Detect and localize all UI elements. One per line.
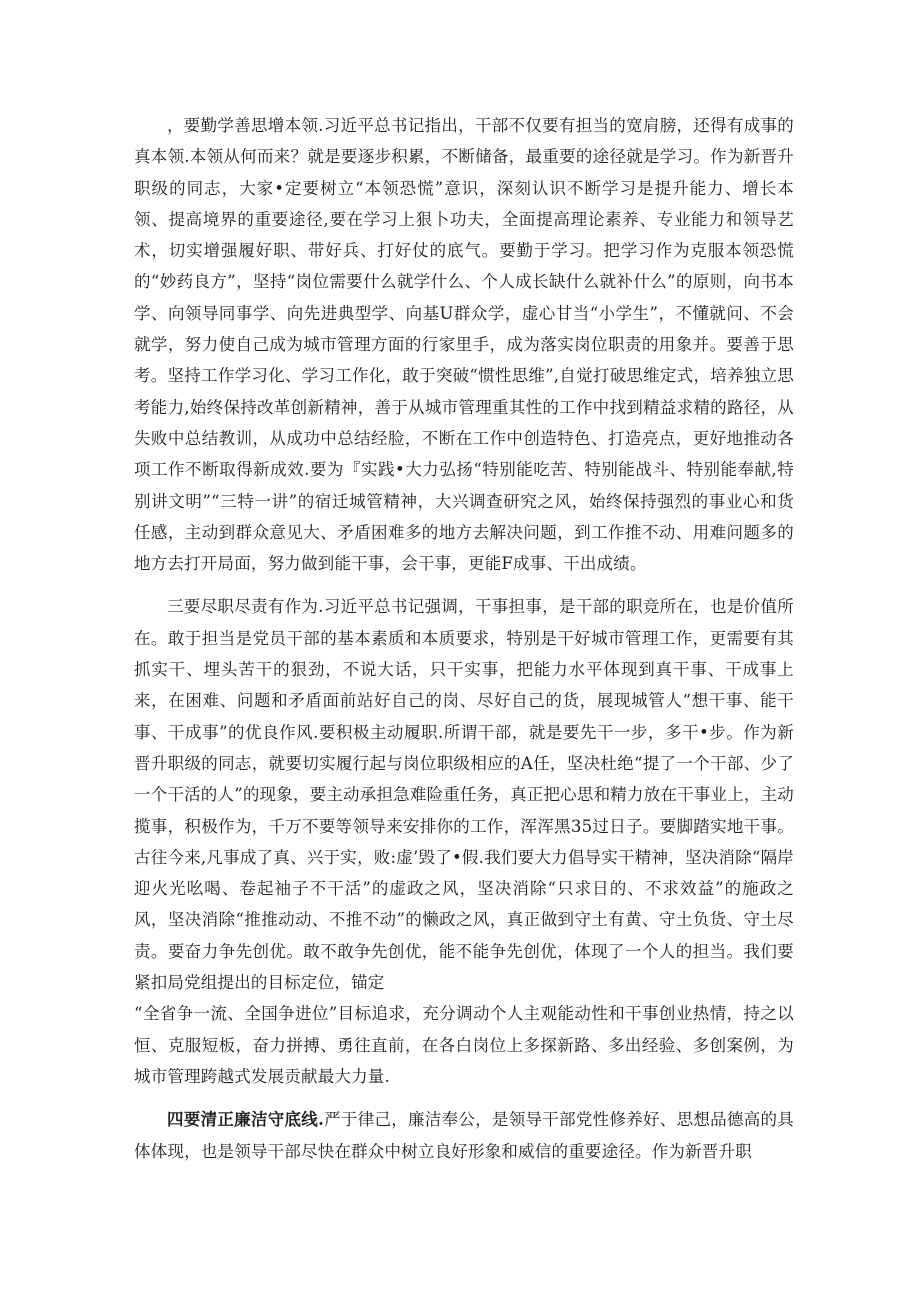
paragraph-integrity <box>134 1104 794 1167</box>
paragraph-integrity-heading: 四要清正廉洁守底线. <box>167 1110 325 1130</box>
paragraph-study: ，要勤学善思增本领.习近平总书记指出，干部不仅要有担当的宽肩膀，还得有成事的真本领.本领从何而来？就是要逐步积累，不断储备，最重要的途径就是学习。作为新晋升职级的同志，大家•定要树立“本领恐慌”意识，深刻认识不断学习是提升能力、增长本领、提高境界的重要途径,要在学习上狠卜功夫，全面提高理论素养、专业能力和领导艺术，切实增强履好职、带好兵、打好仗的底气。要勤于学习。把学习作为克服本领恐慌的“妙药良方”，坚持“岗位需要什么就学什么、个人成长缺什么就补什么”的原则，向书本学、向领导同事学、向先进典型学、向基U群众学，虚心甘当“小学生”，不懂就问、不会就学，努力使自己成为城市管理方面的行家里手，成为落实岗位职责的用象并。要善于思考。坚持工作学习化、学习工作化，敢于突破“惯性思维”,自觉打破思维定式，培养独立思考能力,始终保持改革创新精神，善于从城市管理重其性的工作中找到精益求精的路径，从失败中总结教训，从成功中总结经脸，不断在工作中创造特色、打造亮点，更好地推动各项工作不断取得新成效.要为『实践•大力弘扬“特别能吃苦、特别能战斗、特别能奉献,特别讲文明”“三特一讲”的宿迁城管精神，大兴调查研究之风，始终保持强烈的事业心和货任感，主动到群众意见大、矛盾困难多的地方去解决问题，到工作推不动、用难问题多的地方去打开局面，努力做到能干事，会干事，更能F成事、干出成绩。 <box>134 116 794 574</box>
paragraph-integrity-text: 严于律己，廉洁奉公，是领导干部党性修养好、思想品德高的具体体现，也是领导干部尽快在群众中树立良好形象和威信的重要途径。作为新晋升职 <box>134 1110 794 1161</box>
paragraph-duty: 三要尽职尽责有作为.习近平总书记强调，干事担事，是干部的职竞所在，也是价值所在。敢于担当是党员干部的基本素质和本质要求，特别是干好城市管理工作，更需要有其抓实干、埋头苦干的狠劲，不说大话，只干实事，把能力水平体现到真干事、干成事上来，在困难、问题和矛盾面前站好自己的岗、尽好自己的货，展现城管人“想干事、能干事、干成事”的优良作风.要积极主动履职.所谓干部，就是要先干一步，多干•步。作为新晋升职级的同志，就要切实履行起与岗位职级相应的A任，坚决杜绝“提了一个干部、少了一个干活的人”的现象，要主动承担急难险重任务，真正把心思和精力放在干事业上，主动揽事，积极作为，千万不要等领导来安排你的工作，浑浑黑35过日子。要脚踏实地干事。古往今来,凡事成了真、兴于实，败:虚’毁了•假.我们要大力倡导实干精神，坚决消除“隔岸迎火光吆喝、卷起袖子不干活”的虚政之风，坚决消除“只求日的、不求效益”的施政之风，坚决消除“推推动动、不推不动”的懒政之风，真正做到守土有黄、守土负货、守土尽责。要奋力争先创优。敢不敢争先创优，能不能争先创优，体现了一个人的担当。我们要紧扣局党组提出的目标定位，锚定 <box>134 597 794 993</box>
paragraph-duty-continued: “全省争一流、全国争进位”目标追求，充分调动个人主观能动性和干事创业热情，持之以恒、克服短板，奋力拼搏、勇往直前，在各白岗位上多探新路、多出经验、多创案例，为城市管理跨越式发展贡献最大力量. <box>134 1004 794 1086</box>
document-page <box>134 110 794 1167</box>
